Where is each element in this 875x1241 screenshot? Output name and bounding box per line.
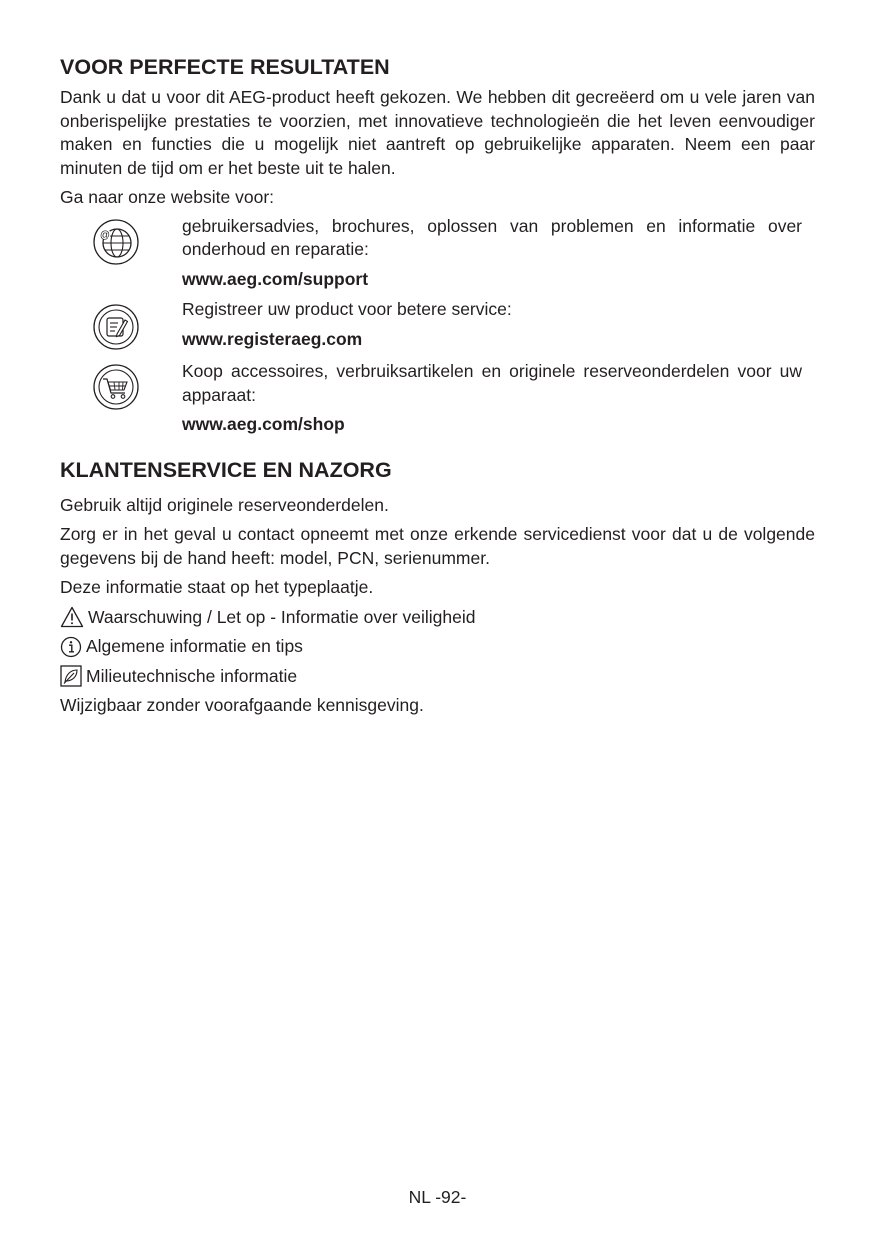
shop-link-text: Koop accessoires, verbruiksartikelen en originele reserveonderdelen voor uw apparaat:	[182, 361, 802, 405]
support-url[interactable]: www.aeg.com/support	[182, 268, 369, 289]
rating-plate-paragraph: Deze informatie staat op het typeplaatje.	[60, 577, 374, 597]
closing-notice: Wijzigbaar zonder voorafgaande kennisgeving.	[60, 695, 424, 715]
section-title-customer-service: KLANTENSERVICE EN NAZORG	[60, 457, 392, 482]
symbol-warning-line	[60, 606, 815, 630]
symbol-warning-label: Waarschuwing / Let op - Informatie over veiligheid	[88, 606, 476, 627]
symbol-info-line	[60, 635, 815, 659]
info-circle-icon	[60, 636, 82, 658]
service-contact-paragraph: Zorg er in het geval u contact opneemt met onze erkende servicedienst voor dat u de volgende gegevens bij de hand heeft: model, PCN, serienummer.	[60, 524, 815, 568]
register-form-icon	[93, 304, 139, 350]
warning-triangle-icon	[60, 606, 82, 628]
svg-text:@: @	[99, 229, 111, 241]
section-title-perfect-results: VOOR PERFECTE RESULTATEN	[60, 55, 390, 79]
symbol-environment-line	[60, 665, 815, 689]
document-page	[60, 52, 815, 718]
symbol-environment-label: Milieutechnische informatie	[86, 665, 298, 686]
intro-paragraph: Dank u dat u voor dit AEG-product heeft gekozen. We hebben dit gecreëerd om u vele jaren van onberispelijke prestaties te voorzien, met innovatieve technologieën die het leven eenvoudiger maken en functies die u mogelijk niet aantreft op gebruikelijke apparaten. Neem een paar minuten de tijd om er het beste uit te halen.	[60, 87, 815, 178]
symbol-info-label: Algemene informatie en tips	[86, 636, 303, 656]
support-link-row	[60, 215, 802, 292]
shop-url[interactable]: www.aeg.com/shop	[182, 414, 345, 434]
website-lead: Ga naar onze website voor:	[60, 187, 275, 207]
globe-at-icon	[93, 219, 139, 265]
support-link-text: gebruikersadvies, brochures, oplossen van problemen en informatie over onderhoud en reparatie:	[182, 215, 802, 259]
page-number: NL -92-	[408, 1187, 467, 1207]
register-link-row	[60, 298, 802, 351]
shopping-cart-icon	[93, 364, 139, 410]
register-url[interactable]: www.registeraeg.com	[182, 328, 363, 349]
register-link-text: Registreer uw product voor betere service:	[182, 299, 512, 319]
shop-link-row	[60, 360, 802, 437]
original-parts-paragraph: Gebruik altijd originele reserveonderdelen.	[60, 494, 389, 515]
leaf-icon	[60, 665, 82, 687]
